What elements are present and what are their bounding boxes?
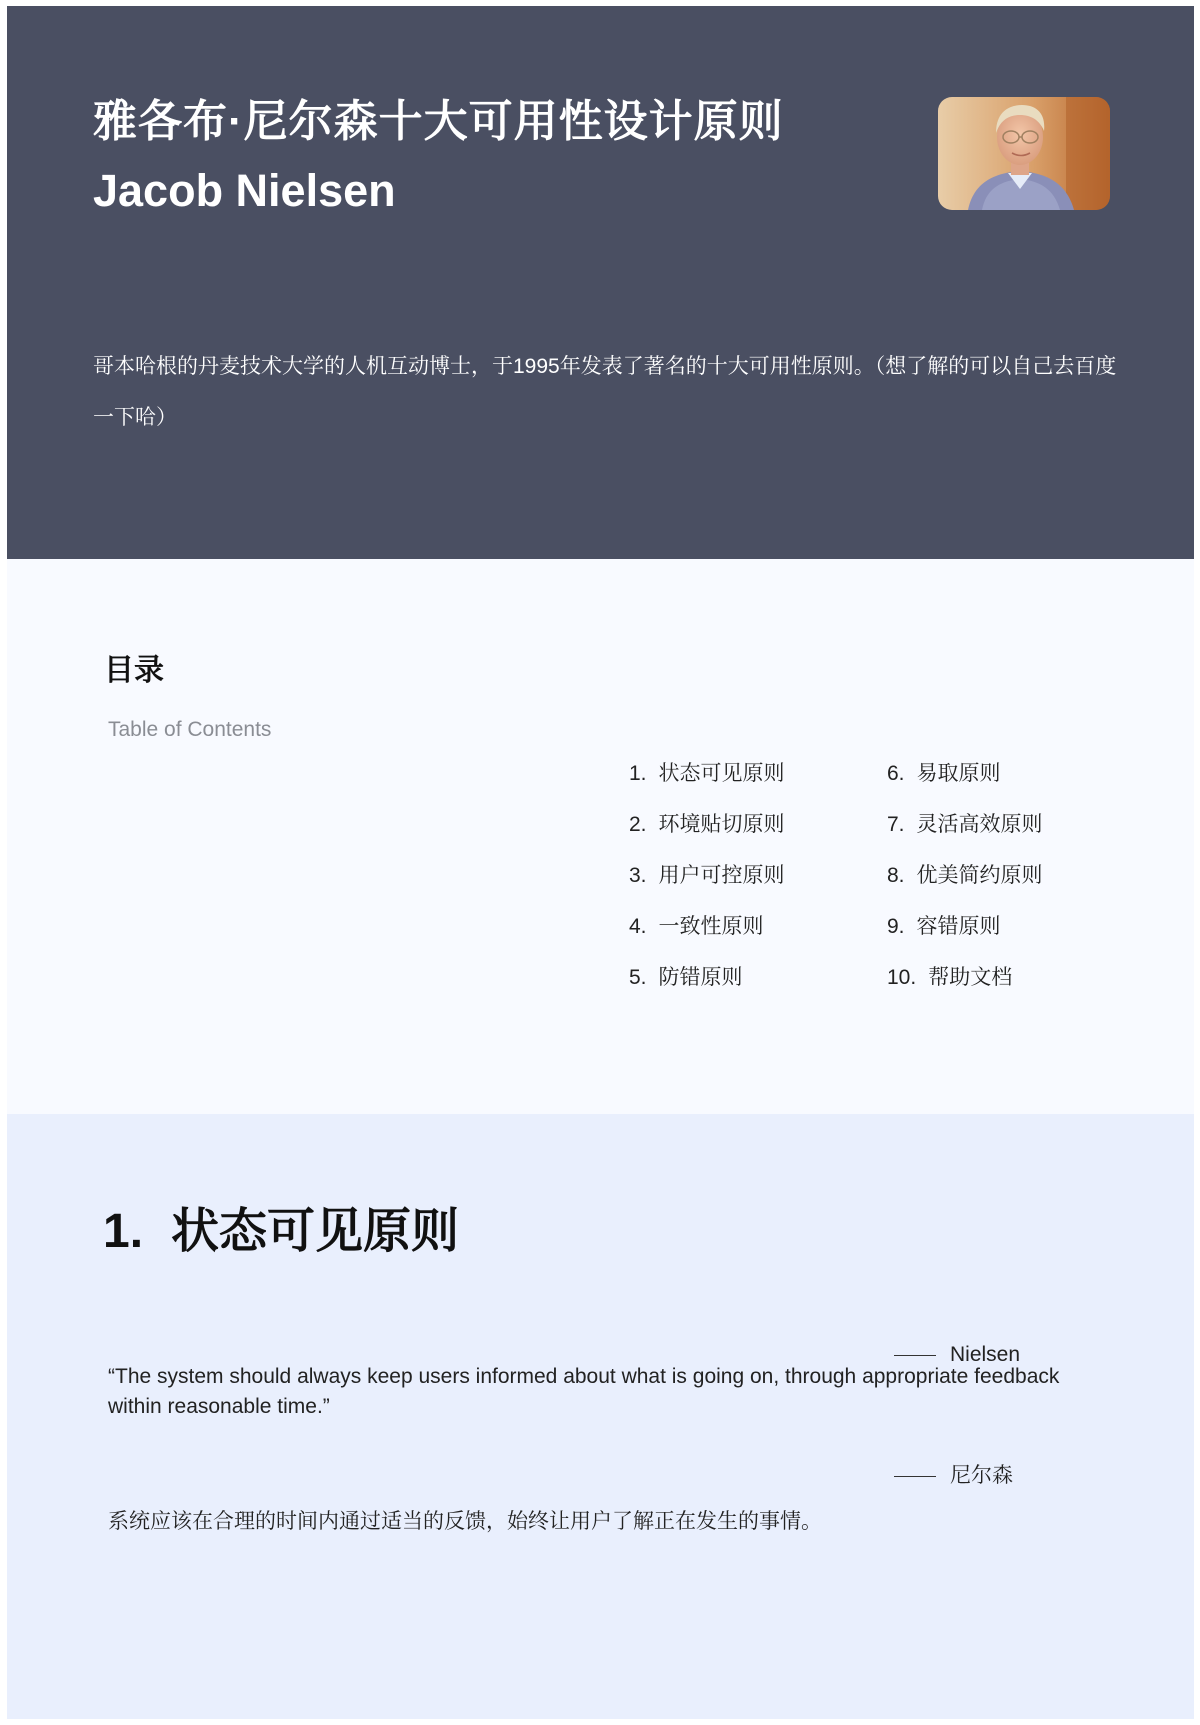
toc-item-label: 防错原则	[658, 966, 743, 989]
toc-item-label: 易取原则	[916, 762, 1001, 785]
page-subtitle: Jacob Nielsen	[93, 165, 396, 216]
section-visibility-of-status	[7, 1114, 1194, 1719]
toc-item[interactable]	[629, 961, 785, 1012]
toc-item[interactable]	[629, 757, 785, 808]
toc-item-label: 容错原则	[916, 915, 1001, 938]
attribution-english	[894, 1340, 1020, 1370]
toc-item[interactable]	[629, 859, 785, 910]
toc-item-number: 9.	[887, 915, 905, 938]
toc-item[interactable]	[629, 910, 785, 961]
attribution-chinese	[894, 1461, 1013, 1491]
toc-item-label: 环境贴切原则	[658, 813, 785, 836]
header-banner	[7, 6, 1194, 559]
toc-item-number: 10.	[887, 966, 917, 989]
attribution-name: Nielsen	[950, 1343, 1021, 1366]
author-portrait	[938, 97, 1110, 210]
toc-item-number: 4.	[629, 915, 647, 938]
dash-line	[894, 1476, 936, 1477]
toc-subtitle: Table of Contents	[108, 718, 272, 741]
toc-item-number: 3.	[629, 864, 647, 887]
author-description: 哥本哈根的丹麦技术大学的人机互动博士，于1995年发表了著名的十大可用性原则。（想了解的可以自己去百度一下哈）	[93, 355, 1117, 429]
toc-item-number: 6.	[887, 762, 905, 785]
toc-item[interactable]	[887, 859, 1043, 910]
table-of-contents	[7, 559, 1194, 1114]
toc-column-left	[629, 757, 785, 1012]
toc-item-label: 一致性原则	[658, 915, 764, 938]
toc-item[interactable]	[887, 910, 1043, 961]
attribution-name: 尼尔森	[950, 1464, 1013, 1487]
toc-item-label: 灵活高效原则	[916, 813, 1043, 836]
toc-item-number: 2.	[629, 813, 647, 836]
section-title: 状态可见原则	[171, 1205, 460, 1258]
toc-title: 目录	[104, 654, 164, 687]
toc-column-right	[887, 757, 1043, 1012]
toc-item-number: 5.	[629, 966, 647, 989]
toc-item[interactable]	[887, 757, 1043, 808]
page-title: 雅各布·尼尔森十大可用性设计原则	[93, 97, 784, 146]
toc-item-label: 状态可见原则	[658, 762, 785, 785]
section-heading	[103, 1200, 459, 1264]
toc-item-number: 8.	[887, 864, 905, 887]
toc-item[interactable]	[629, 808, 785, 859]
toc-item-label: 帮助文档	[928, 966, 1013, 989]
toc-item-label: 优美简约原则	[916, 864, 1043, 887]
quote-chinese: 系统应该在合理的时间内通过适当的反馈，始终让用户了解正在发生的事情。	[108, 1510, 822, 1533]
toc-item[interactable]	[887, 808, 1043, 859]
quote-english: “The system should always keep users informed about what is going on, through appropriate feedback within reasonable time.”	[108, 1365, 1060, 1418]
toc-item[interactable]	[887, 961, 1043, 1012]
section-number: 1.	[103, 1205, 144, 1258]
toc-item-label: 用户可控原则	[658, 864, 785, 887]
dash-line	[894, 1355, 936, 1356]
toc-item-number: 7.	[887, 813, 905, 836]
toc-item-number: 1.	[629, 762, 647, 785]
